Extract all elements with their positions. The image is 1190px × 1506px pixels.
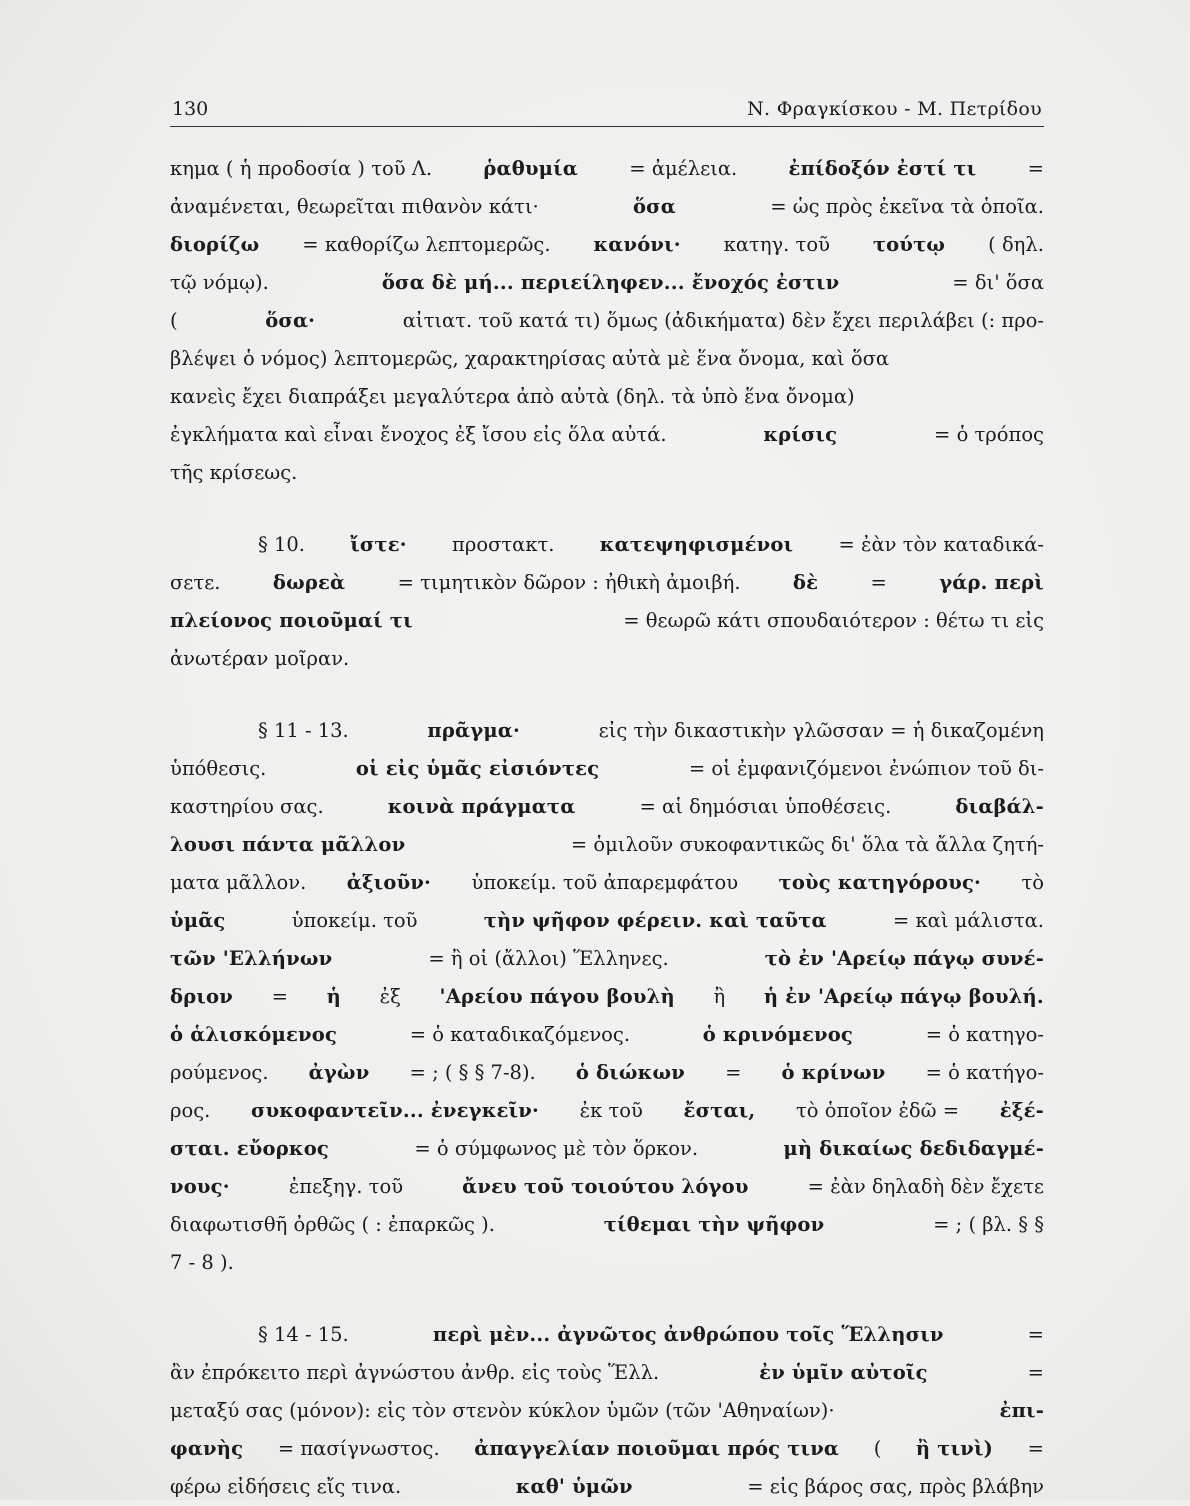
lemma-term: φανὴς	[170, 1437, 244, 1460]
gloss-text: = ὁ κατήγο-	[925, 1061, 1044, 1084]
text-line	[170, 378, 1044, 416]
gloss-text: ἀνωτέραν μοῖραν.	[170, 647, 350, 670]
gloss-text: κημα ( ἡ προδοσία ) τοῦ Λ.	[170, 157, 433, 180]
lemma-term: πλείονος ποιοῦμαί τι	[170, 609, 413, 632]
gloss-text: =	[1027, 1437, 1044, 1460]
gloss-text: ἐγκλήματα καὶ εἶναι ἔνοχος ἐξ ἴσου εἰς ὅλα αὐτά.	[170, 423, 667, 446]
text-line	[170, 1430, 1044, 1468]
lemma-term: κατεψηφισμένοι	[599, 533, 794, 556]
gloss-text: ἢ	[713, 985, 726, 1008]
gloss-text: καστηρίου σας.	[170, 795, 324, 818]
gloss-text: = ὁ σύμφωνος μὲ τὸν ὅρκον.	[414, 1137, 699, 1160]
gloss-text: = ὡς πρὸς ἐκεῖνα τὰ ὁποῖα.	[770, 195, 1044, 218]
gloss-text: = ; ( § § 7-8).	[409, 1061, 536, 1084]
gloss-text: = ἢ οἱ (ἄλλοι) Ἕλληνες.	[428, 947, 669, 970]
text-line	[170, 150, 1044, 188]
gloss-text: σετε.	[170, 571, 221, 594]
text-line	[170, 454, 1044, 492]
lemma-term: ἀπαγγελίαν ποιοῦμαι πρός τινα	[474, 1437, 840, 1460]
gloss-text: = δι' ὅσα	[952, 271, 1044, 294]
gloss-text: § 11 - 13.	[258, 719, 349, 742]
gloss-text: 7 - 8 ).	[170, 1251, 234, 1274]
gloss-text: = τιμητικὸν δῶρον : ἠθικὴ ἀμοιβή.	[397, 571, 741, 594]
lemma-term: τὴν ψῆφον φέρειν. καὶ ταῦτα	[483, 909, 827, 932]
lemma-term: ὅσα	[632, 195, 676, 218]
lemma-term: δριον	[170, 985, 233, 1008]
text-line	[170, 188, 1044, 226]
lemma-term: τίθεμαι τὴν ψῆφον	[603, 1213, 825, 1236]
gloss-text: ἐπεξηγ. τοῦ	[288, 1175, 404, 1198]
gloss-text: μεταξύ σας (μόνον): εἰς τὸν στενὸν κύκλον ὑμῶν (τῶν 'Αθηναίων)·	[170, 1399, 835, 1422]
gloss-text: =	[870, 571, 887, 594]
gloss-text: = εἰς βάρος σας, πρὸς βλάβην	[747, 1475, 1044, 1498]
paragraph-gap	[170, 492, 1044, 526]
text-line	[170, 416, 1044, 454]
lemma-term: ἀξιοῦν·	[346, 871, 432, 894]
gloss-text: § 10.	[258, 533, 305, 556]
gloss-text: =	[1027, 1323, 1044, 1346]
lemma-term: συκοφαντεῖν... ἐνεγκεῖν·	[251, 1099, 539, 1122]
lemma-term: ὑμᾶς	[170, 909, 226, 932]
gloss-text: κατηγ. τοῦ	[723, 233, 830, 256]
gloss-text: εἰς τὴν δικαστικὴν γλῶσσαν = ἡ δικαζομένη	[598, 719, 1044, 742]
text-line	[170, 640, 1044, 678]
paragraph	[170, 1316, 1044, 1506]
text-line	[170, 940, 1044, 978]
text-line	[170, 340, 1044, 378]
gloss-text: ὑποκείμ. τοῦ ἀπαρεμφάτου	[471, 871, 739, 894]
lemma-term: περὶ μὲν... ἀγνῶτος ἀνθρώπου τοῖς Ἕλλησιν	[432, 1323, 944, 1346]
text-line	[170, 788, 1044, 826]
gloss-text: =	[1027, 1361, 1044, 1384]
text-line	[170, 902, 1044, 940]
lemma-term: καθ' ὑμῶν	[515, 1475, 633, 1498]
gloss-text: = ἀμέλεια.	[629, 157, 738, 180]
page-number: 130	[172, 98, 209, 120]
lemma-term: ἐπίδοξόν ἐστί τι	[788, 157, 977, 180]
lemma-term: διορίζω	[170, 233, 260, 256]
gloss-text: (	[170, 309, 178, 332]
text-line	[170, 1244, 1044, 1282]
text-line	[170, 1316, 1044, 1354]
text-line	[170, 526, 1044, 564]
text-line	[170, 564, 1044, 602]
lemma-term: ἐξέ-	[999, 1099, 1044, 1122]
gloss-text: προστακτ.	[452, 533, 555, 556]
gloss-text: =	[1027, 157, 1044, 180]
gloss-text: = ὁ καταδικαζόμενος.	[409, 1023, 631, 1046]
gloss-text: τῆς κρίσεως.	[170, 461, 298, 484]
gloss-text: ἐκ τοῦ	[579, 1099, 643, 1122]
lemma-term: γάρ. περὶ	[939, 571, 1044, 594]
lemma-term: οἱ εἰς ὑμᾶς εἰσιόντες	[355, 757, 600, 780]
lemma-term: ἐν ὑμῖν αὐτοῖς	[759, 1361, 928, 1384]
lemma-term: λουσι πάντα μᾶλλον	[170, 833, 406, 856]
gloss-text: τὸ ὁποῖον ἐδῶ =	[796, 1099, 960, 1122]
text-line	[170, 826, 1044, 864]
gloss-text: = ἐὰν δηλαδὴ δὲν ἔχετε	[807, 1175, 1044, 1198]
text-line	[170, 1092, 1044, 1130]
text-line	[170, 602, 1044, 640]
lemma-term: ὅσα δὲ μή... περιείληφεν... ἔνοχός ἐστιν	[381, 271, 840, 294]
gloss-text: κανεὶς ἔχει διαπράξει μεγαλύτερα ἀπὸ αὐτὰ (δηλ. τὰ ὑπὸ ἕνα ὄνομα)	[170, 385, 855, 408]
gloss-text: ἀναμένεται, θεωρεῖται πιθανὸν κάτι·	[170, 195, 539, 218]
lemma-term: ὁ κρινόμενος	[702, 1023, 854, 1046]
text-line	[170, 1468, 1044, 1506]
lemma-term: κρίσις	[763, 423, 838, 446]
lemma-term: σται. εὔορκος	[170, 1137, 329, 1160]
gloss-text: διαφωτισθῆ ὀρθῶς ( : ἐπαρκῶς ).	[170, 1213, 495, 1236]
lemma-term: ὁ ἁλισκόμενος	[170, 1023, 338, 1046]
gloss-text: τῷ νόμῳ).	[170, 271, 269, 294]
gloss-text: φέρω εἰδήσεις εἴς τινα.	[170, 1475, 402, 1498]
text-line	[170, 1130, 1044, 1168]
page-header	[170, 96, 1044, 127]
text-line	[170, 1016, 1044, 1054]
lemma-term: ἀγὼν	[308, 1061, 370, 1084]
lemma-term: ἡ ἐν 'Αρείῳ πάγῳ βουλή.	[763, 985, 1044, 1008]
gloss-text: = ; ( βλ. § §	[933, 1213, 1044, 1236]
lemma-term: κανόνι·	[593, 233, 681, 256]
paragraph	[170, 526, 1044, 678]
text-line	[170, 1392, 1044, 1430]
lemma-term: ἔσται,	[683, 1099, 756, 1122]
gloss-text: ὑποκείμ. τοῦ	[291, 909, 418, 932]
gloss-text: ρος.	[170, 1099, 211, 1122]
gloss-text: (	[873, 1437, 882, 1460]
paragraph-gap	[170, 678, 1044, 712]
text-line	[170, 1054, 1044, 1092]
gloss-text: ὑπόθεσις.	[170, 757, 267, 780]
gloss-text: = ὁ τρόπος	[934, 423, 1044, 446]
gloss-text: =	[725, 1061, 742, 1084]
gloss-text: ἐξ	[379, 985, 401, 1008]
gloss-text: = θεωρῶ κάτι σπουδαιότερον : θέτω τι εἰς	[623, 609, 1044, 632]
lemma-term: ἡ	[326, 985, 341, 1008]
text-line	[170, 864, 1044, 902]
gloss-text: τὸ	[1021, 871, 1044, 894]
text-line	[170, 712, 1044, 750]
lemma-term: ὅσα·	[265, 309, 316, 332]
gloss-text: ἂν ἐπρόκειτο περὶ ἀγνώστου ἀνθρ. εἰς τοὺς Ἕλλ.	[170, 1361, 660, 1384]
gloss-text: § 14 - 15.	[258, 1323, 349, 1346]
lemma-term: ἄνευ τοῦ τοιούτου λόγου	[462, 1175, 749, 1198]
lemma-term: δὲ	[792, 571, 819, 594]
gloss-text: ( δηλ.	[988, 233, 1044, 256]
text-line	[170, 1168, 1044, 1206]
gloss-text: = αἱ δημόσιαι ὑποθέσεις.	[639, 795, 892, 818]
lemma-term: 'Αρείου πάγου βουλὴ	[439, 985, 675, 1008]
text-line	[170, 226, 1044, 264]
lemma-term: ἴστε·	[350, 533, 407, 556]
gloss-text: αἰτιατ. τοῦ κατά τι) ὅμως (ἀδικήματα) δὲν ἔχει περιλάβει (: προ-	[402, 309, 1044, 332]
lemma-term: ἐπι-	[999, 1399, 1044, 1422]
text-line	[170, 302, 1044, 340]
lemma-term: πρᾶγμα·	[427, 719, 520, 742]
lemma-term: μὴ δικαίως δεδιδαγμέ-	[783, 1137, 1044, 1160]
paragraph	[170, 712, 1044, 1282]
lemma-term: τοὺς κατηγόρους·	[778, 871, 982, 894]
paragraph	[170, 150, 1044, 492]
gloss-text: =	[271, 985, 288, 1008]
lemma-term: ὁ κρίνων	[781, 1061, 886, 1084]
lemma-term: κοινὰ πράγματα	[387, 795, 576, 818]
lemma-term: ῥαθυμία	[483, 157, 578, 180]
gloss-text: = πασίγνωστος.	[277, 1437, 440, 1460]
text-line	[170, 750, 1044, 788]
text-line	[170, 1354, 1044, 1392]
gloss-text: = καθορίζω λεπτομερῶς.	[302, 233, 551, 256]
lemma-term: ὁ διώκων	[575, 1061, 685, 1084]
gloss-text: = οἱ ἐμφανιζόμενοι ἐνώπιον τοῦ δι-	[688, 757, 1044, 780]
lemma-term: δωρεὰ	[272, 571, 346, 594]
gloss-text: ρούμενος.	[170, 1061, 269, 1084]
running-head: Ν. Φραγκίσκου - Μ. Πετρίδου	[747, 98, 1042, 120]
gloss-text: = καὶ μάλιστα.	[892, 909, 1044, 932]
lemma-term: νους·	[170, 1175, 230, 1198]
text-line	[170, 264, 1044, 302]
text-line	[170, 978, 1044, 1016]
paragraph-gap	[170, 1282, 1044, 1316]
gloss-text: βλέψει ὁ νόμος) λεπτομερῶς, χαρακτηρίσας αὐτὰ μὲ ἕνα ὄνομα, καὶ ὅσα	[170, 347, 890, 370]
gloss-text: = ἐὰν τὸν καταδικά-	[838, 533, 1044, 556]
page-body	[170, 150, 1044, 1506]
gloss-text: = ὁ κατηγο-	[925, 1023, 1044, 1046]
gloss-text: ματα μᾶλλον.	[170, 871, 307, 894]
lemma-term: διαβάλ-	[955, 795, 1044, 818]
gloss-text: = ὁμιλοῦν συκοφαντικῶς δι' ὅλα τὰ ἄλλα ζητή-	[570, 833, 1044, 856]
lemma-term: τὸ ἐν 'Αρείῳ πάγῳ συνέ-	[764, 947, 1044, 970]
lemma-term: τῶν 'Ελλήνων	[170, 947, 333, 970]
lemma-term: τούτῳ	[872, 233, 946, 256]
lemma-term: ἢ τινὶ)	[915, 1437, 994, 1460]
text-line	[170, 1206, 1044, 1244]
